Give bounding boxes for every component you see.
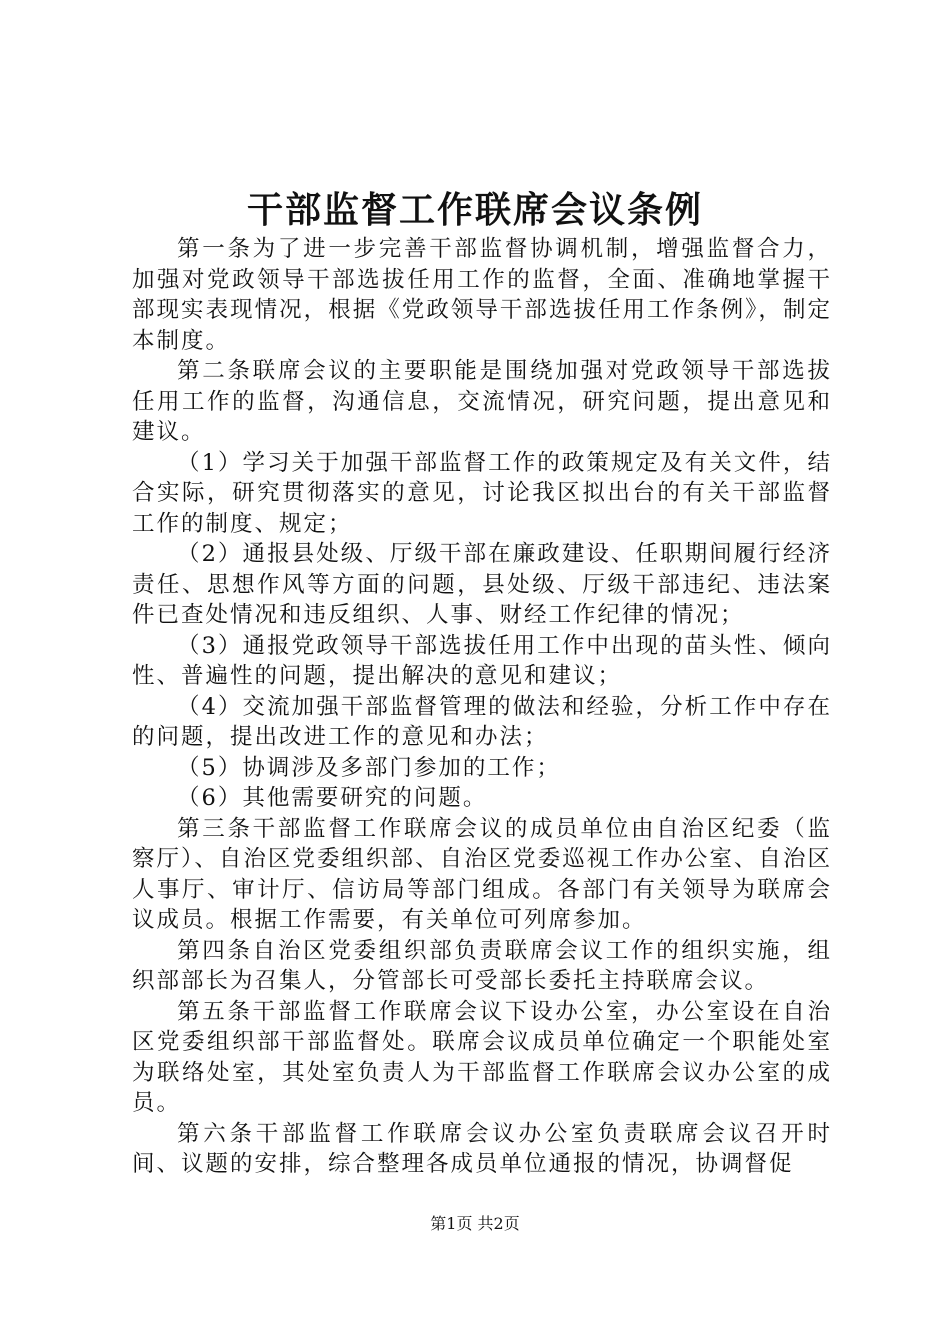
article-1-paragraph: 第一条为了进一步完善干部监督协调机制，增强监督合力，加强对党政领导干部选拔任用工作的监督，全面、准确地掌握干部现实表现情况，根据《党政领导干部选拔任用工作条例》，制定本制度。 xyxy=(132,236,832,354)
article-6-paragraph: 第六条干部监督工作联席会议办公室负责联席会议召开时间、议题的安排，综合整理各成员单位通报的情况，协调督促 xyxy=(132,1120,832,1177)
function-item-2: （2）通报县处级、厅级干部在廉政建设、任职期间履行经济责任、思想作风等方面的问题，县处级、厅级干部违纪、违法案件已查处情况和违反组织、人事、财经工作纪律的情况； xyxy=(132,541,832,628)
article-2-paragraph: 第二条联席会议的主要职能是围绕加强对党政领导干部选拔任用工作的监督，沟通信息，交流情况，研究问题，提出意见和建议。 xyxy=(132,358,832,445)
function-item-5: （5）协调涉及多部门参加的工作； xyxy=(177,754,561,781)
function-item-1: （1）学习关于加强干部监督工作的政策规定及有关文件，结合实际，研究贯彻落实的意见，讨论我区拟出台的有关干部监督工作的制度、规定； xyxy=(132,449,832,537)
function-item-4: （4）交流加强干部监督管理的做法和经验，分析工作中存在的问题，提出改进工作的意见和办法； xyxy=(132,693,832,750)
article-5-paragraph: 第五条干部监督工作联席会议下设办公室，办公室设在自治区党委组织部干部监督处。联席会议成员单位确定一个职能处室为联络处室，其处室负责人为干部监督工作联席会议办公室的成员。 xyxy=(132,998,832,1116)
page-number-footer: 第1页 共2页 xyxy=(430,1214,520,1233)
article-4-paragraph: 第四条自治区党委组织部负责联席会议工作的组织实施，组织部部长为召集人，分管部长可受部长委托主持联席会议。 xyxy=(132,937,832,994)
document-title: 干部监督工作联席会议条例 xyxy=(246,189,703,231)
document-body xyxy=(132,234,832,1180)
article-3-paragraph: 第三条干部监督工作联席会议的成员单位由自治区纪委（监察厅）、自治区党委组织部、自治区党委巡视工作办公室、自治区人事厅、审计厅、信访局等部门组成。各部门有关领导为联席会议成员。根据工作需要，有关单位可列席参加。 xyxy=(132,815,832,933)
function-item-3: （3）通报党政领导干部选拔任用工作中出现的苗头性、倾向性、普遍性的问题，提出解决的意见和建议； xyxy=(132,632,832,689)
function-item-6: （6）其他需要研究的问题。 xyxy=(177,785,488,811)
